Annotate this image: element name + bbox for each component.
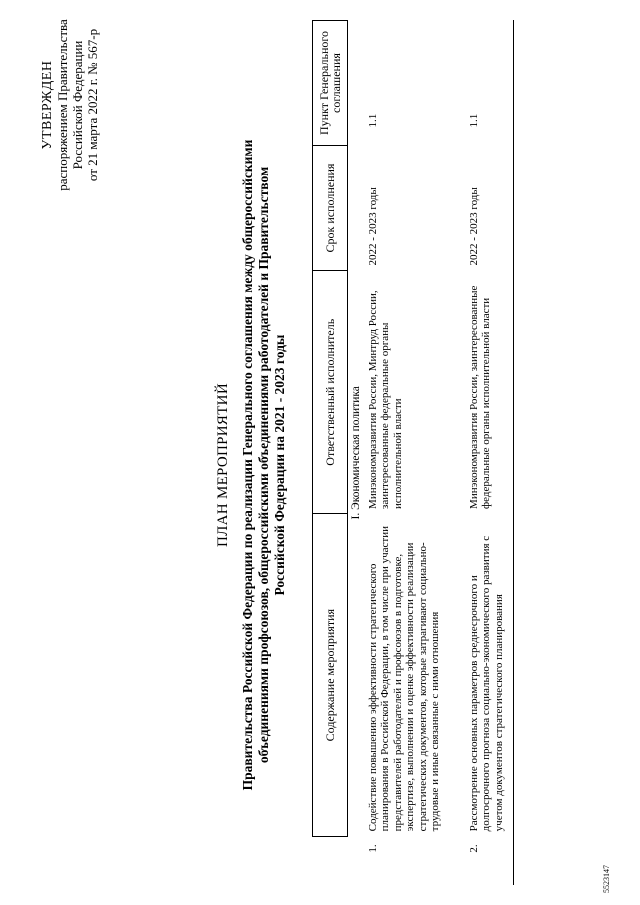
- header-deadline: Срок исполнения: [313, 146, 348, 271]
- approval-line: распоряжением Правительства: [55, 19, 70, 191]
- header-clause: Пункт Генерального соглашения: [313, 21, 348, 146]
- approval-stamp: [40, 15, 100, 195]
- table-row: [466, 21, 508, 886]
- row-content: Рассмотрение основных параметров среднесрочного и долгосрочного прогноза социально-экономического развития с учетом документов стратегического планирования: [467, 535, 505, 832]
- header-content: Содержание мероприятия: [313, 514, 348, 836]
- document-number: 5523147: [602, 865, 611, 893]
- table-row: [365, 21, 444, 886]
- table-bottom-rule: [507, 21, 514, 886]
- row-executor: Минэкономразвития России, заинтересованные федеральные органы исполнительной власти: [467, 285, 492, 509]
- section-heading: I. Экономическая политика: [350, 386, 362, 520]
- section-heading-row: [348, 21, 365, 886]
- subtitle-line: Правительства Российской Федерации по реализации Генерального соглашения между общероссийскими: [240, 139, 255, 791]
- plan-title: ПЛАН МЕРОПРИЯТИЙ: [215, 383, 231, 547]
- header-executor: Ответственный исполнитель: [313, 271, 348, 514]
- row-executor: Минэкономразвития России, Минтруд России, заинтересованные федеральные органы исполнительной власти: [366, 290, 404, 509]
- subtitle-line: Российской Федерации на 2021 - 2023 годы: [272, 334, 287, 596]
- row-deadline: 2022 - 2023 годы: [366, 187, 379, 266]
- row-number: 1.: [366, 844, 379, 853]
- row-clause: 1.1: [366, 113, 379, 128]
- approval-line: Российской Федерации: [70, 40, 85, 170]
- table-header-row: [313, 21, 348, 886]
- approval-heading: УТВЕРЖДЕН: [40, 60, 55, 150]
- plan-table: [312, 20, 514, 885]
- subtitle-line: объединениями профсоюзов, общероссийскими объединениями работодателей и Правительством: [256, 166, 271, 764]
- row-content: Содействие повышению эффективности стратегического планирования в Российской Федерации, в том числе при участии представителей работодателей и профсоюзов в подготовке, экспертизе, выполнении и оценке эффективности реализации стратегических документов, которые затрагивают социально-трудовые и иные связанные с ними отношения: [366, 525, 441, 832]
- plan-subtitle: [240, 110, 288, 820]
- row-number: 2.: [467, 844, 480, 853]
- row-deadline: 2022 - 2023 годы: [467, 187, 480, 266]
- row-clause: 1.1: [467, 113, 480, 128]
- approval-date-number: от 21 марта 2022 г. № 567-р: [85, 28, 100, 182]
- header-number: [313, 836, 348, 885]
